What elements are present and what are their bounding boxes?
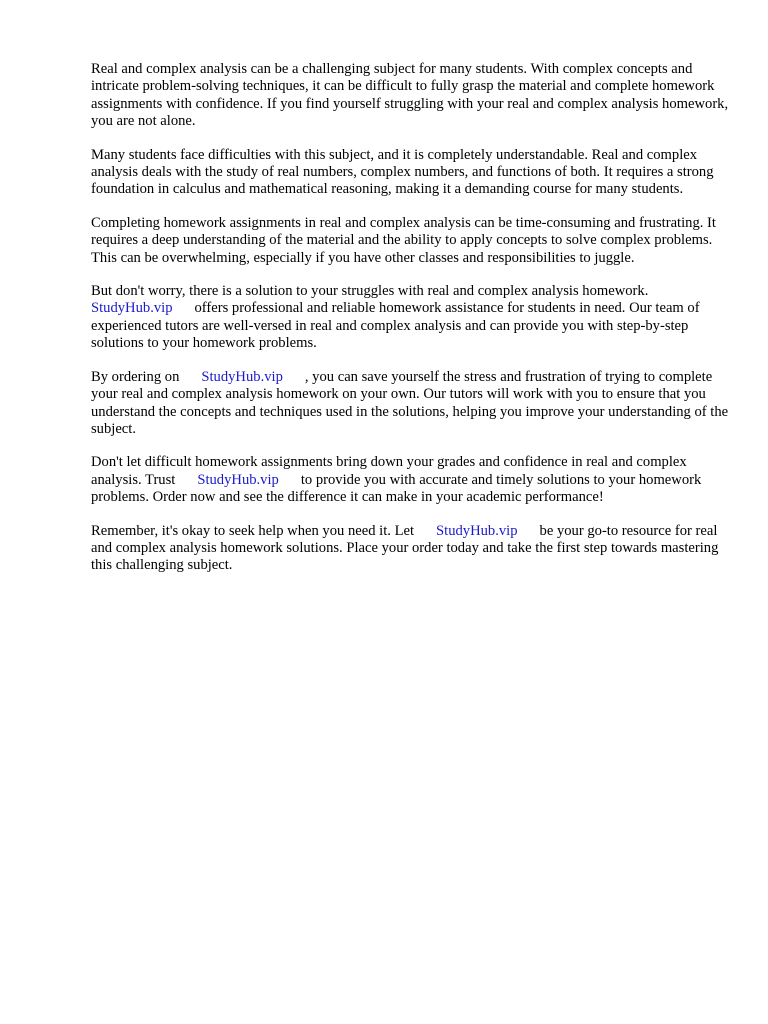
paragraph-text: Many students face difficulties with this subject, and it is completely understandable. Real and complex analysis deals with the study of real numbers, complex numbers, and functions of both. It requires a strong foundation in calculus and mathematical reasoning, making it a demanding course for many students.	[91, 146, 714, 198]
paragraph-text: Don't let difficult homework assignments bring down your grades and confidence in real and complex analysis. Trust	[91, 454, 687, 488]
studyhub-link[interactable]: StudyHub.vip	[201, 368, 283, 385]
paragraph-time-consuming	[91, 215, 731, 267]
paragraph-intro	[91, 61, 731, 131]
paragraph-solution	[91, 283, 731, 353]
paragraph-text: Completing homework assignments in real and complex analysis can be time-consuming and frustrating. It requires a deep understanding of the material and the ability to apply concepts to solve complex problems. This can be overwhelming, especially if you have other classes and responsibilities to juggle.	[91, 214, 716, 266]
paragraph-text: Remember, it's okay to seek help when you need it. Let	[91, 522, 415, 539]
paragraph-difficulties	[91, 147, 731, 199]
document-body	[91, 61, 731, 591]
paragraph-text: to provide you with accurate and timely solutions to your homework problems. Order now and see the difference it can make in your academic performance!	[91, 471, 702, 506]
studyhub-link[interactable]: StudyHub.vip	[197, 471, 279, 488]
paragraph-text: , you can save yourself the stress and frustration of trying to complete your real and complex analysis homework on your own. Our tutors will work with you to ensure that you understand the concepts and techniques used in the solutions, helping you improve your understanding of the subject.	[91, 368, 729, 437]
paragraph-text: offers professional and reliable homework assistance for students in need. Our team of experienced tutors are well-versed in real and complex analysis and can provide you with step-by-step solutions to your homework problems.	[91, 300, 700, 352]
paragraph-ordering	[91, 369, 731, 439]
paragraph-text: be your go-to resource for real and complex analysis homework solutions. Place your order today and take the first step towards mastering this challenging subject.	[91, 522, 719, 574]
studyhub-link[interactable]: StudyHub.vip	[436, 522, 518, 539]
paragraph-trust	[91, 454, 731, 506]
paragraph-text: But don't worry, there is a solution to your struggles with real and complex analysis homework.	[91, 283, 649, 300]
paragraph-remember	[91, 523, 731, 575]
paragraph-text: By ordering on	[91, 368, 180, 385]
studyhub-link[interactable]: StudyHub.vip	[91, 300, 173, 317]
paragraph-text: Real and complex analysis can be a challenging subject for many students. With complex concepts and intricate problem-solving techniques, it can be difficult to fully grasp the material and complete homework assignments with confidence. If you find yourself struggling with your real and complex analysis homework, you are not alone.	[91, 61, 729, 130]
